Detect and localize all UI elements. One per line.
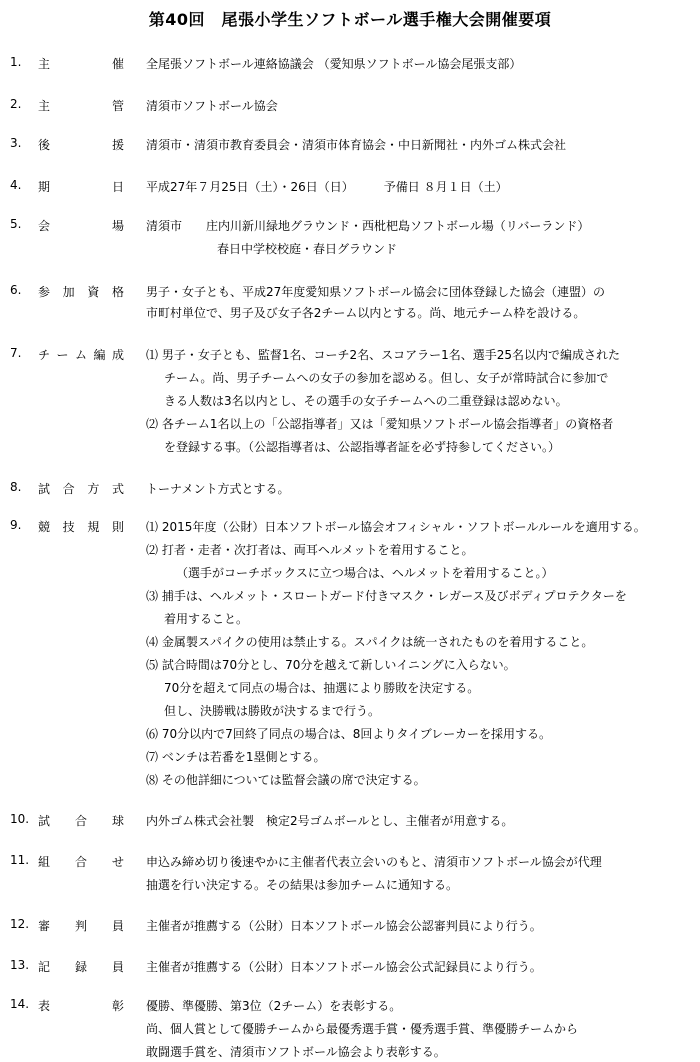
content-line: 清須市 庄内川新川緑地グラウンド・西枇杷島ソフトボール場（リバーランド） <box>146 219 590 233</box>
content-line: 市町村単位で、男子及び女子各2チーム以内とする。尚、地元チーム枠を設ける。 <box>146 306 586 320</box>
item-number: 10. <box>10 812 30 826</box>
content-line: チーム。尚、男子チームへの女子の参加を認める。但し、女子が常時試合に参加で <box>164 371 609 385</box>
content-line: 清須市・清須市教育委員会・清須市体育協会・中日新聞社・内外ゴム株式会社 <box>146 138 567 152</box>
content-line: 着用すること。 <box>164 612 249 626</box>
content-line: 抽選を行い決定する。その結果は参加チームに通知する。 <box>146 878 459 892</box>
content-line: 主催者が推薦する（公財）日本ソフトボール協会公式記録員により行う。 <box>146 960 542 974</box>
content-line: 内外ゴム株式会社製 検定2号ゴムボールとし、主催者が用意する。 <box>146 814 514 828</box>
content-line: ⑻ その他詳細については監督会議の席で決定する。 <box>146 773 426 787</box>
content-line: トーナメント方式とする。 <box>146 482 290 496</box>
content-line: 敢闘選手賞を、清須市ソフトボール協会より表彰する。 <box>146 1045 446 1059</box>
item-label: 主 管 <box>38 99 124 113</box>
item-number: 2. <box>10 97 22 111</box>
content-line: 尚、個人賞として優勝チームから最優秀選手賞・優秀選手賞、準優勝チームから <box>146 1022 579 1036</box>
item-number: 3. <box>10 136 22 150</box>
item-label: 後 援 <box>38 138 124 152</box>
item-number: 9. <box>10 518 22 532</box>
item-label: 期 日 <box>38 180 124 194</box>
content-line: 70分を超えて同点の場合は、抽選により勝敗を決定する。 <box>164 681 480 695</box>
content-line: ⑵ 各チーム1名以上の「公認指導者」又は「愛知県ソフトボール協会指導者」の資格者 <box>146 417 614 431</box>
item-number: 14. <box>10 997 30 1011</box>
content-line: ⑵ 打者・走者・次打者は、両耳ヘルメットを着用すること。 <box>146 543 474 557</box>
content-line: ⑸ 試合時間は70分とし、70分を越えて新しいイニングに入らない。 <box>146 658 516 672</box>
item-label: 審 判 員 <box>38 919 124 933</box>
content-line: ⑺ ベンチは若番を1塁側とする。 <box>146 750 326 764</box>
content-line: 全尾張ソフトボール連絡協議会 （愛知県ソフトボール協会尾張支部） <box>146 57 522 71</box>
item-label: 会 場 <box>38 219 124 233</box>
item-number: 13. <box>10 958 30 972</box>
content-line: 優勝、準優勝、第3位（2チーム）を表彰する。 <box>146 999 402 1013</box>
item-label: 競 技 規 則 <box>38 520 124 534</box>
content-line: 清須市ソフトボール協会 <box>146 99 278 113</box>
item-number: 6. <box>10 283 22 297</box>
content-line: ⑴ 2015年度（公財）日本ソフトボール協会オフィシャル・ソフトボールルールを適用する。 <box>146 520 646 534</box>
item-label: 記 録 員 <box>38 960 124 974</box>
content-line: 申込み締め切り後速やかに主催者代表立会いのもと、清須市ソフトボール協会が代理 <box>146 855 602 869</box>
content-line: 春日中学校校庭・春日グラウンド <box>217 242 398 256</box>
content-line: 主催者が推薦する（公財）日本ソフトボール協会公認審判員により行う。 <box>146 919 542 933</box>
item-label: 試 合 方 式 <box>38 482 124 496</box>
content-line: （選手がコーチボックスに立つ場合は、ヘルメットを着用すること。） <box>176 566 554 580</box>
item-label: 主 催 <box>38 57 124 71</box>
content-line: きる人数は3名以内とし、その選手の女子チームへの二重登録は認めない。 <box>164 394 568 408</box>
item-number: 7. <box>10 346 22 360</box>
item-number: 12. <box>10 917 30 931</box>
item-label: 表 彰 <box>38 999 124 1013</box>
content-line: 平成27年７月25日（土）・26日（日） 予備日 ８月１日（土） <box>146 180 508 194</box>
item-label: チ ー ム 編 成 <box>38 348 124 362</box>
content-line: ⑶ 捕手は、ヘルメット・スロートガード付きマスク・レガース及びボディプロテクターを <box>146 589 627 603</box>
content-line: ⑹ 70分以内で7回終了同点の場合は、8回よりタイブレーカーを採用する。 <box>146 727 552 741</box>
content-line: 男子・女子とも、平成27年度愛知県ソフトボール協会に団体登録した協会（連盟）の <box>146 285 606 299</box>
content-line: ⑴ 男子・女子とも、監督1名、コーチ2名、スコアラー1名、選手25名以内で編成された <box>146 348 620 362</box>
item-number: 1. <box>10 55 22 69</box>
item-number: 4. <box>10 178 22 192</box>
content-line: ⑷ 金属製スパイクの使用は禁止する。スパイクは統一されたものを着用すること。 <box>146 635 594 649</box>
content-line: 但し、決勝戦は勝敗が決するまで行う。 <box>164 704 381 718</box>
item-number: 8. <box>10 480 22 494</box>
item-number: 5. <box>10 217 22 231</box>
item-label: 試 合 球 <box>38 814 124 828</box>
page-title: 第40回 尾張小学生ソフトボール選手権大会開催要項 <box>148 10 552 29</box>
item-label: 組 合 せ <box>38 855 124 869</box>
item-label: 参 加 資 格 <box>38 285 124 299</box>
item-number: 11. <box>10 853 30 867</box>
content-line: を登録する事。（公認指導者は、公認指導者証を必ず持参してください。） <box>164 440 561 454</box>
